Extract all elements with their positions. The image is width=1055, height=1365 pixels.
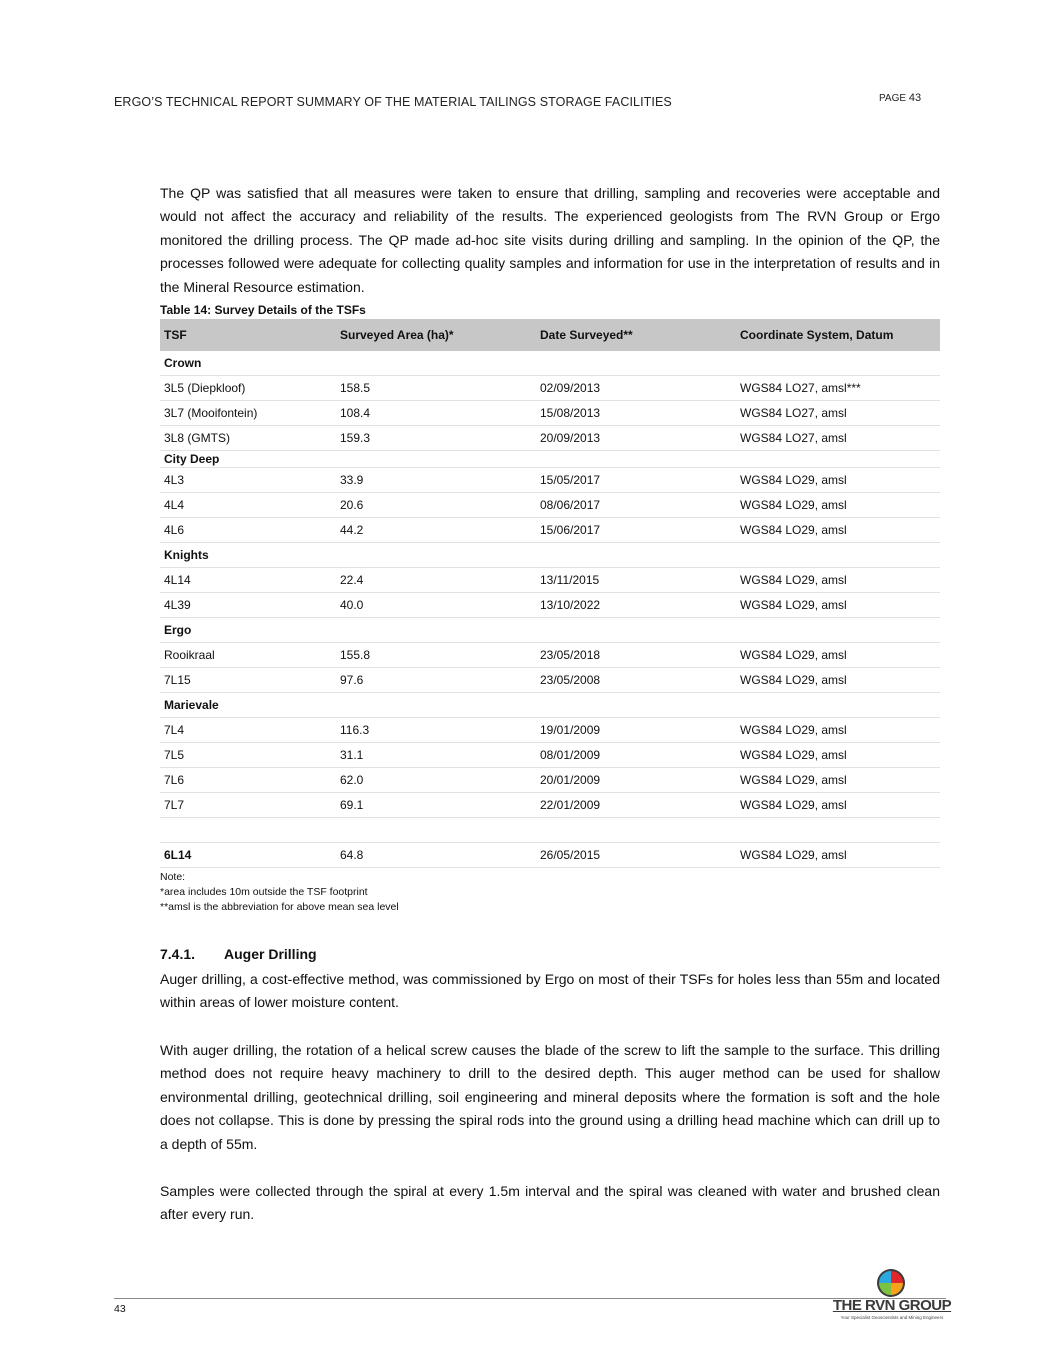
cell-area: 20.6 — [336, 493, 536, 518]
cell-area: 159.3 — [336, 426, 536, 451]
cell-coords: WGS84 LO29, amsl — [736, 668, 940, 693]
group-label: Knights — [160, 543, 336, 568]
cell-coords: WGS84 LO29, amsl — [736, 768, 940, 793]
group-row-crown — [160, 351, 940, 376]
cell-date: 23/05/2018 — [536, 643, 736, 668]
cell-tsf: 7L5 — [160, 743, 336, 768]
group-row-ergo — [160, 618, 940, 643]
cell-area: 22.4 — [336, 568, 536, 593]
note-heading: Note: — [160, 871, 186, 883]
logo-tagline: Your Specialist Geoscientists and Mining Engineers — [840, 1315, 944, 1320]
cell-area: 158.5 — [336, 376, 536, 401]
blank-row — [160, 818, 940, 843]
table-row — [160, 493, 940, 518]
group-label: Marievale — [160, 693, 336, 718]
cell-area: 44.2 — [336, 518, 536, 543]
cell-tsf: 7L15 — [160, 668, 336, 693]
group-label: Ergo — [160, 618, 336, 643]
cell-date: 15/05/2017 — [536, 468, 736, 493]
table-row — [160, 643, 940, 668]
rvn-group-logo — [832, 1268, 952, 1324]
cell-coords: WGS84 LO29, amsl — [736, 793, 940, 818]
cell-date: 20/01/2009 — [536, 768, 736, 793]
cell-area: 33.9 — [336, 468, 536, 493]
intro-paragraph: The QP was satisfied that all measures were taken to ensure that drilling, sampling and recoveries were acceptable and would not affect the accuracy and reliability of the results. The experienced geologists from The RVN Group or Ergo monitored the drilling process. The QP made ad-hoc site visits during drilling and sampling. In the opinion of the QP, the processes followed were adequate for collecting quality samples and information for use in the interpretation of results and in the Mineral Resource estimation. — [160, 185, 940, 295]
table-row — [160, 843, 940, 868]
report-header-title: ERGO’S TECHNICAL REPORT SUMMARY OF THE MATERIAL TAILINGS STORAGE FACILITIES — [114, 95, 672, 109]
cell-coords: WGS84 LO29, amsl — [736, 593, 940, 618]
note-amsl: **amsl is the abbreviation for above mean sea level — [160, 901, 399, 913]
group-label: Crown — [160, 351, 336, 376]
auger-paragraph-1: Auger drilling, a cost-effective method, was commissioned by Ergo on most of their TSFs for holes less than 55m and located within areas of lower moisture content. — [160, 971, 940, 1011]
cell-area: 62.0 — [336, 768, 536, 793]
cell-coords: WGS84 LO27, amsl — [736, 401, 940, 426]
cell-tsf: 4L6 — [160, 518, 336, 543]
cell-tsf: 4L4 — [160, 493, 336, 518]
cell-tsf: 3L8 (GMTS) — [160, 426, 336, 451]
cell-coords: WGS84 LO27, amsl — [736, 426, 940, 451]
table-notes — [160, 870, 399, 915]
col-header-coords: Coordinate System, Datum — [736, 319, 940, 351]
cell-coords: WGS84 LO29, amsl — [736, 493, 940, 518]
cell-date: 23/05/2008 — [536, 668, 736, 693]
cell-tsf: 4L14 — [160, 568, 336, 593]
cell-coords: WGS84 LO29, amsl — [736, 643, 940, 668]
cell-date: 19/01/2009 — [536, 718, 736, 743]
cell-coords: WGS84 LO29, amsl — [736, 743, 940, 768]
table-row — [160, 376, 940, 401]
cell-coords: WGS84 LO27, amsl*** — [736, 376, 940, 401]
auger-paragraph-3: Samples were collected through the spiral at every 1.5m interval and the spiral was cleaned with water and brushed clean after every run. — [160, 1183, 940, 1223]
cell-area: 40.0 — [336, 593, 536, 618]
cell-date: 26/05/2015 — [536, 843, 736, 868]
survey-details-table — [160, 319, 940, 868]
cell-coords: WGS84 LO29, amsl — [736, 843, 940, 868]
group-row-marievale — [160, 693, 940, 718]
cell-date: 13/10/2022 — [536, 593, 736, 618]
cell-tsf: Rooikraal — [160, 643, 336, 668]
cell-date: 08/01/2009 — [536, 743, 736, 768]
col-header-area: Surveyed Area (ha)* — [336, 319, 536, 351]
cell-area: 116.3 — [336, 718, 536, 743]
page-number: 43 — [908, 92, 922, 104]
cell-tsf: 3L7 (Mooifontein) — [160, 401, 336, 426]
table-row — [160, 768, 940, 793]
footer-divider — [114, 1298, 946, 1299]
section-heading — [160, 946, 317, 962]
table-row — [160, 426, 940, 451]
table-row — [160, 593, 940, 618]
cell-date: 20/09/2013 — [536, 426, 736, 451]
section-title: Auger Drilling — [224, 946, 317, 962]
cell-area: 108.4 — [336, 401, 536, 426]
cell-date: 13/11/2015 — [536, 568, 736, 593]
cell-date: 15/08/2013 — [536, 401, 736, 426]
group-label: City Deep — [160, 451, 336, 468]
group-row-knights — [160, 543, 940, 568]
cell-tsf: 7L4 — [160, 718, 336, 743]
cell-tsf: 3L5 (Diepkloof) — [160, 376, 336, 401]
col-header-date: Date Surveyed** — [536, 319, 736, 351]
table-caption: Table 14: Survey Details of the TSFs — [160, 303, 366, 317]
cell-coords: WGS84 LO29, amsl — [736, 568, 940, 593]
col-header-tsf: TSF — [160, 319, 336, 351]
cell-area: 31.1 — [336, 743, 536, 768]
cell-coords: WGS84 LO29, amsl — [736, 468, 940, 493]
header-page-number — [879, 92, 921, 104]
section-number: 7.4.1. — [160, 946, 196, 962]
auger-paragraph-2: With auger drilling, the rotation of a helical screw causes the blade of the screw to lift the sample to the surface. This drilling method does not require heavy machinery to drill to the desired depth. This auger method can be used for shallow environmental drilling, geotechnical drilling, soil engineering and mineral deposits where the formation is soft and the hole does not collapse. This is done by pressing the spiral rods into the ground using a drilling head machine which can drill up to a depth of 55m. — [160, 1042, 940, 1152]
table-row — [160, 668, 940, 693]
page-label: PAGE — [879, 93, 907, 104]
group-row-city-deep — [160, 451, 940, 468]
cell-area: 69.1 — [336, 793, 536, 818]
table-header-row — [160, 319, 940, 351]
table-row — [160, 743, 940, 768]
table-row — [160, 568, 940, 593]
cell-area: 155.8 — [336, 643, 536, 668]
cell-date: 15/06/2017 — [536, 518, 736, 543]
table-row — [160, 468, 940, 493]
logo-text: THE RVN GROUP — [832, 1297, 952, 1314]
table-row — [160, 718, 940, 743]
cell-tsf: 4L3 — [160, 468, 336, 493]
cell-tsf: 6L14 — [160, 843, 336, 868]
globe-icon — [876, 1268, 906, 1298]
cell-date: 02/09/2013 — [536, 376, 736, 401]
note-area: *area includes 10m outside the TSF footprint — [160, 886, 368, 898]
cell-coords: WGS84 LO29, amsl — [736, 718, 940, 743]
table-row — [160, 401, 940, 426]
cell-coords: WGS84 LO29, amsl — [736, 518, 940, 543]
cell-tsf: 7L6 — [160, 768, 336, 793]
cell-date: 08/06/2017 — [536, 493, 736, 518]
cell-tsf: 4L39 — [160, 593, 336, 618]
footer-page-number: 43 — [114, 1303, 126, 1315]
cell-area: 97.6 — [336, 668, 536, 693]
cell-date: 22/01/2009 — [536, 793, 736, 818]
cell-tsf: 7L7 — [160, 793, 336, 818]
cell-area: 64.8 — [336, 843, 536, 868]
table-row — [160, 518, 940, 543]
table-row — [160, 793, 940, 818]
